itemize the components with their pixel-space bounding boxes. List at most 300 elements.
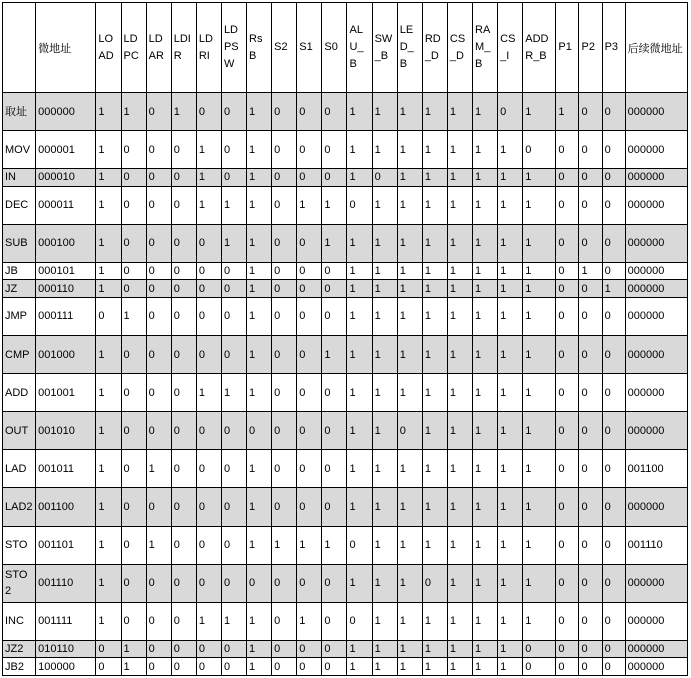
control-bit: 0 [146, 224, 171, 262]
control-bit: 1 [96, 169, 121, 187]
control-bit: 1 [473, 564, 498, 602]
control-bit: 0 [297, 564, 322, 602]
control-bit: 0 [602, 450, 625, 488]
control-bit: 1 [422, 280, 447, 298]
control-bit: 1 [247, 262, 272, 280]
column-header: P1 [556, 3, 579, 93]
control-bit: 0 [297, 297, 322, 335]
control-bit: 1 [247, 186, 272, 224]
next-micro-address: 000000 [625, 224, 687, 262]
next-micro-address: 000000 [625, 186, 687, 224]
column-header: LED_B [397, 3, 422, 93]
micro-address: 010110 [36, 640, 96, 658]
control-bit: 0 [121, 186, 146, 224]
table-row [3, 488, 688, 526]
control-bit: 0 [121, 374, 146, 412]
column-header: LDRI [196, 3, 221, 93]
control-bit: 1 [397, 640, 422, 658]
control-bit: 1 [247, 131, 272, 169]
control-bit: 1 [523, 412, 556, 450]
control-bit: 0 [322, 450, 347, 488]
control-bit: 1 [422, 450, 447, 488]
control-bit: 1 [447, 336, 472, 374]
control-bit: 1 [347, 93, 372, 131]
control-bit: 0 [96, 640, 121, 658]
control-bit: 1 [447, 280, 472, 298]
control-bit: 0 [121, 169, 146, 187]
column-header [3, 3, 36, 93]
control-bit: 0 [221, 336, 246, 374]
control-bit: 0 [556, 131, 579, 169]
control-bit: 0 [221, 640, 246, 658]
control-bit: 0 [196, 280, 221, 298]
control-bit: 1 [247, 374, 272, 412]
control-bit: 0 [579, 280, 602, 298]
control-bit: 0 [556, 297, 579, 335]
control-bit: 0 [579, 640, 602, 658]
control-bit: 0 [196, 526, 221, 564]
control-bit: 0 [171, 640, 196, 658]
control-bit: 1 [556, 93, 579, 131]
control-bit: 0 [556, 374, 579, 412]
control-bit: 1 [372, 93, 397, 131]
control-bit: 0 [523, 131, 556, 169]
micro-address: 000100 [36, 224, 96, 262]
control-bit: 0 [272, 280, 297, 298]
control-bit: 1 [372, 131, 397, 169]
control-bit: 0 [146, 93, 171, 131]
control-bit: 0 [297, 374, 322, 412]
control-bit: 1 [447, 169, 472, 187]
control-bit: 0 [602, 374, 625, 412]
control-bit: 0 [171, 450, 196, 488]
control-bit: 0 [372, 169, 397, 187]
control-bit: 1 [498, 488, 523, 526]
control-bit: 0 [579, 564, 602, 602]
column-header: CS_I [498, 3, 523, 93]
control-bit: 0 [171, 412, 196, 450]
column-header: RD_D [422, 3, 447, 93]
control-bit: 1 [602, 280, 625, 298]
control-bit: 1 [247, 640, 272, 658]
control-bit: 0 [221, 280, 246, 298]
instruction-name: LAD2 [3, 488, 36, 526]
control-bit: 0 [579, 374, 602, 412]
control-bit: 1 [397, 169, 422, 187]
control-bit: 0 [297, 658, 322, 676]
control-bit: 0 [322, 564, 347, 602]
table-row [3, 526, 688, 564]
table-row [3, 564, 688, 602]
control-bit: 0 [579, 602, 602, 640]
control-bit: 1 [523, 336, 556, 374]
control-bit: 1 [247, 488, 272, 526]
control-bit: 1 [221, 602, 246, 640]
control-bit: 0 [272, 336, 297, 374]
control-bit: 1 [96, 262, 121, 280]
control-bit: 0 [322, 131, 347, 169]
control-bit: 0 [322, 640, 347, 658]
control-bit: 0 [121, 336, 146, 374]
control-bit: 1 [96, 488, 121, 526]
control-bit: 1 [196, 169, 221, 187]
control-bit: 0 [602, 564, 625, 602]
control-bit: 0 [556, 564, 579, 602]
control-bit: 0 [272, 564, 297, 602]
control-bit: 0 [196, 336, 221, 374]
control-bit: 1 [473, 93, 498, 131]
control-bit: 0 [422, 564, 447, 602]
control-bit: 0 [322, 602, 347, 640]
control-bit: 1 [523, 186, 556, 224]
control-bit: 1 [473, 280, 498, 298]
control-bit: 0 [171, 186, 196, 224]
control-bit: 0 [146, 336, 171, 374]
control-bit: 1 [96, 526, 121, 564]
control-bit: 0 [221, 412, 246, 450]
control-bit: 0 [556, 280, 579, 298]
control-bit: 0 [196, 262, 221, 280]
control-bit: 0 [556, 186, 579, 224]
control-bit: 0 [146, 169, 171, 187]
control-bit: 0 [272, 224, 297, 262]
control-bit: 1 [372, 412, 397, 450]
control-bit: 0 [322, 488, 347, 526]
control-bit: 0 [556, 262, 579, 280]
control-bit: 0 [579, 186, 602, 224]
instruction-name: JMP [3, 297, 36, 335]
control-bit: 0 [221, 658, 246, 676]
control-bit: 1 [523, 224, 556, 262]
control-bit: 0 [221, 169, 246, 187]
control-bit: 0 [196, 640, 221, 658]
control-bit: 1 [422, 169, 447, 187]
instruction-name: SUB [3, 224, 36, 262]
next-micro-address: 000000 [625, 374, 687, 412]
control-bit: 0 [272, 374, 297, 412]
control-bit: 0 [523, 640, 556, 658]
control-bit: 1 [498, 336, 523, 374]
control-bit: 0 [146, 186, 171, 224]
next-micro-address: 001100 [625, 450, 687, 488]
control-bit: 1 [397, 280, 422, 298]
control-bit: 1 [473, 224, 498, 262]
control-bit: 0 [579, 224, 602, 262]
control-bit: 0 [146, 640, 171, 658]
control-bit: 0 [146, 374, 171, 412]
control-bit: 0 [196, 93, 221, 131]
control-bit: 1 [247, 602, 272, 640]
control-bit: 1 [473, 186, 498, 224]
control-bit: 0 [171, 658, 196, 676]
table-row [3, 297, 688, 335]
control-bit: 0 [556, 640, 579, 658]
control-bit: 0 [297, 262, 322, 280]
control-bit: 0 [556, 224, 579, 262]
control-bit: 1 [372, 262, 397, 280]
control-bit: 0 [322, 374, 347, 412]
control-bit: 0 [602, 131, 625, 169]
control-bit: 1 [473, 526, 498, 564]
control-bit: 0 [171, 297, 196, 335]
instruction-name: JB [3, 262, 36, 280]
control-bit: 0 [272, 131, 297, 169]
control-bit: 0 [171, 564, 196, 602]
control-bit: 0 [121, 450, 146, 488]
control-bit: 1 [372, 297, 397, 335]
control-bit: 1 [372, 526, 397, 564]
control-bit: 0 [146, 488, 171, 526]
micro-address: 000010 [36, 169, 96, 187]
control-bit: 1 [422, 93, 447, 131]
control-bit: 0 [221, 564, 246, 602]
column-header: S2 [272, 3, 297, 93]
control-bit: 1 [397, 488, 422, 526]
control-bit: 0 [171, 602, 196, 640]
control-bit: 1 [523, 602, 556, 640]
control-bit: 1 [347, 297, 372, 335]
control-bit: 1 [247, 450, 272, 488]
control-bit: 1 [297, 602, 322, 640]
control-bit: 0 [196, 224, 221, 262]
control-bit: 0 [556, 336, 579, 374]
control-bit: 1 [347, 450, 372, 488]
control-bit: 1 [523, 169, 556, 187]
next-micro-address: 000000 [625, 488, 687, 526]
column-header: CS_D [447, 3, 472, 93]
micro-address: 000000 [36, 93, 96, 131]
micro-address: 000110 [36, 280, 96, 298]
control-bit: 0 [121, 131, 146, 169]
instruction-name: IN [3, 169, 36, 187]
micro-address: 001001 [36, 374, 96, 412]
control-bit: 0 [121, 280, 146, 298]
instruction-name: DEC [3, 186, 36, 224]
control-bit: 0 [602, 186, 625, 224]
control-bit: 1 [447, 186, 472, 224]
control-bit: 1 [96, 93, 121, 131]
control-bit: 0 [272, 93, 297, 131]
control-bit: 1 [322, 224, 347, 262]
control-bit: 0 [602, 169, 625, 187]
micro-address: 001011 [36, 450, 96, 488]
control-bit: 1 [397, 93, 422, 131]
control-bit: 0 [297, 450, 322, 488]
control-bit: 0 [272, 412, 297, 450]
micro-address: 100000 [36, 658, 96, 676]
control-bit: 1 [498, 602, 523, 640]
control-bit: 0 [556, 526, 579, 564]
control-bit: 1 [473, 450, 498, 488]
control-bit: 0 [556, 450, 579, 488]
control-bit: 0 [146, 297, 171, 335]
control-bit: 0 [297, 488, 322, 526]
control-bit: 1 [422, 131, 447, 169]
control-bit: 0 [146, 262, 171, 280]
control-bit: 1 [322, 186, 347, 224]
control-bit: 0 [146, 412, 171, 450]
next-micro-address: 000000 [625, 564, 687, 602]
control-bit: 0 [602, 640, 625, 658]
control-bit: 1 [523, 93, 556, 131]
next-micro-address: 000000 [625, 602, 687, 640]
control-bit: 1 [498, 450, 523, 488]
control-bit: 0 [579, 297, 602, 335]
control-bit: 1 [397, 224, 422, 262]
control-bit: 0 [221, 131, 246, 169]
column-header: RAM_B [473, 3, 498, 93]
control-bit: 1 [347, 374, 372, 412]
control-bit: 1 [422, 602, 447, 640]
control-bit: 1 [372, 488, 397, 526]
control-bit: 1 [121, 658, 146, 676]
instruction-name: CMP [3, 336, 36, 374]
control-bit: 0 [602, 336, 625, 374]
column-header: S0 [322, 3, 347, 93]
control-bit: 1 [447, 224, 472, 262]
control-bit: 0 [272, 297, 297, 335]
control-bit: 1 [422, 297, 447, 335]
control-bit: 1 [347, 336, 372, 374]
micro-address: 000101 [36, 262, 96, 280]
control-bit: 1 [523, 262, 556, 280]
control-bit: 0 [171, 224, 196, 262]
control-bit: 1 [422, 224, 447, 262]
control-bit: 0 [297, 336, 322, 374]
instruction-name: JZ2 [3, 640, 36, 658]
control-bit: 1 [473, 169, 498, 187]
control-bit: 1 [372, 450, 397, 488]
control-bit: 1 [221, 186, 246, 224]
control-bit: 1 [498, 412, 523, 450]
control-bit: 1 [322, 336, 347, 374]
next-micro-address: 000000 [625, 297, 687, 335]
control-bit: 0 [171, 262, 196, 280]
control-bit: 1 [96, 186, 121, 224]
control-bit: 0 [247, 412, 272, 450]
control-bit: 0 [171, 488, 196, 526]
instruction-name: JB2 [3, 658, 36, 676]
column-header: LDPSW [221, 3, 246, 93]
control-bit: 0 [272, 640, 297, 658]
control-bit: 1 [372, 658, 397, 676]
micro-address: 001100 [36, 488, 96, 526]
control-bit: 0 [602, 93, 625, 131]
control-bit: 1 [372, 564, 397, 602]
control-bit: 0 [556, 602, 579, 640]
control-bit: 1 [171, 93, 196, 131]
control-bit: 1 [247, 169, 272, 187]
control-bit: 1 [96, 131, 121, 169]
table-row [3, 224, 688, 262]
control-bit: 0 [171, 336, 196, 374]
table-body [3, 93, 688, 676]
control-bit: 1 [347, 131, 372, 169]
control-bit: 0 [171, 169, 196, 187]
control-bit: 0 [196, 450, 221, 488]
control-bit: 0 [247, 564, 272, 602]
control-bit: 0 [171, 280, 196, 298]
control-bit: 1 [372, 602, 397, 640]
control-bit: 0 [221, 262, 246, 280]
micro-address: 001111 [36, 602, 96, 640]
control-bit: 0 [297, 280, 322, 298]
table-row [3, 450, 688, 488]
instruction-name: STO [3, 526, 36, 564]
control-bit: 1 [498, 564, 523, 602]
micro-address: 000001 [36, 131, 96, 169]
control-bit: 1 [397, 450, 422, 488]
next-micro-address: 000000 [625, 336, 687, 374]
control-bit: 1 [422, 640, 447, 658]
control-bit: 1 [347, 658, 372, 676]
control-bit: 0 [297, 169, 322, 187]
control-bit: 1 [498, 224, 523, 262]
control-bit: 1 [96, 336, 121, 374]
instruction-name: ADD [3, 374, 36, 412]
control-bit: 0 [579, 131, 602, 169]
control-bit: 1 [372, 186, 397, 224]
control-bit: 0 [146, 658, 171, 676]
instruction-name: INC [3, 602, 36, 640]
control-bit: 1 [347, 280, 372, 298]
control-bit: 0 [579, 336, 602, 374]
control-bit: 0 [602, 262, 625, 280]
control-bit: 1 [447, 131, 472, 169]
control-bit: 1 [196, 186, 221, 224]
control-bit: 0 [146, 602, 171, 640]
control-bit: 0 [196, 658, 221, 676]
control-bit: 0 [579, 526, 602, 564]
control-bit: 1 [447, 297, 472, 335]
control-bit: 0 [221, 488, 246, 526]
control-bit: 1 [498, 262, 523, 280]
control-bit: 1 [121, 640, 146, 658]
control-bit: 1 [247, 658, 272, 676]
table-row [3, 374, 688, 412]
control-bit: 0 [602, 526, 625, 564]
next-micro-address: 000000 [625, 412, 687, 450]
control-bit: 1 [397, 297, 422, 335]
control-bit: 0 [579, 488, 602, 526]
control-bit: 1 [422, 488, 447, 526]
micro-address: 000011 [36, 186, 96, 224]
control-bit: 1 [247, 297, 272, 335]
control-bit: 1 [397, 564, 422, 602]
control-bit: 1 [498, 297, 523, 335]
control-bit: 0 [221, 297, 246, 335]
control-bit: 0 [221, 450, 246, 488]
table-row [3, 131, 688, 169]
control-bit: 1 [523, 488, 556, 526]
micro-address: 001000 [36, 336, 96, 374]
control-bit: 1 [473, 131, 498, 169]
column-header: P2 [579, 3, 602, 93]
control-bit: 0 [96, 658, 121, 676]
control-bit: 0 [96, 297, 121, 335]
next-micro-address: 001110 [625, 526, 687, 564]
control-bit: 0 [556, 658, 579, 676]
instruction-name: MOV [3, 131, 36, 169]
control-bit: 0 [121, 262, 146, 280]
control-bit: 1 [447, 658, 472, 676]
control-bit: 0 [602, 602, 625, 640]
control-bit: 1 [523, 374, 556, 412]
header-row [3, 3, 688, 93]
control-bit: 1 [473, 602, 498, 640]
next-micro-address: 000000 [625, 93, 687, 131]
table-row [3, 280, 688, 298]
